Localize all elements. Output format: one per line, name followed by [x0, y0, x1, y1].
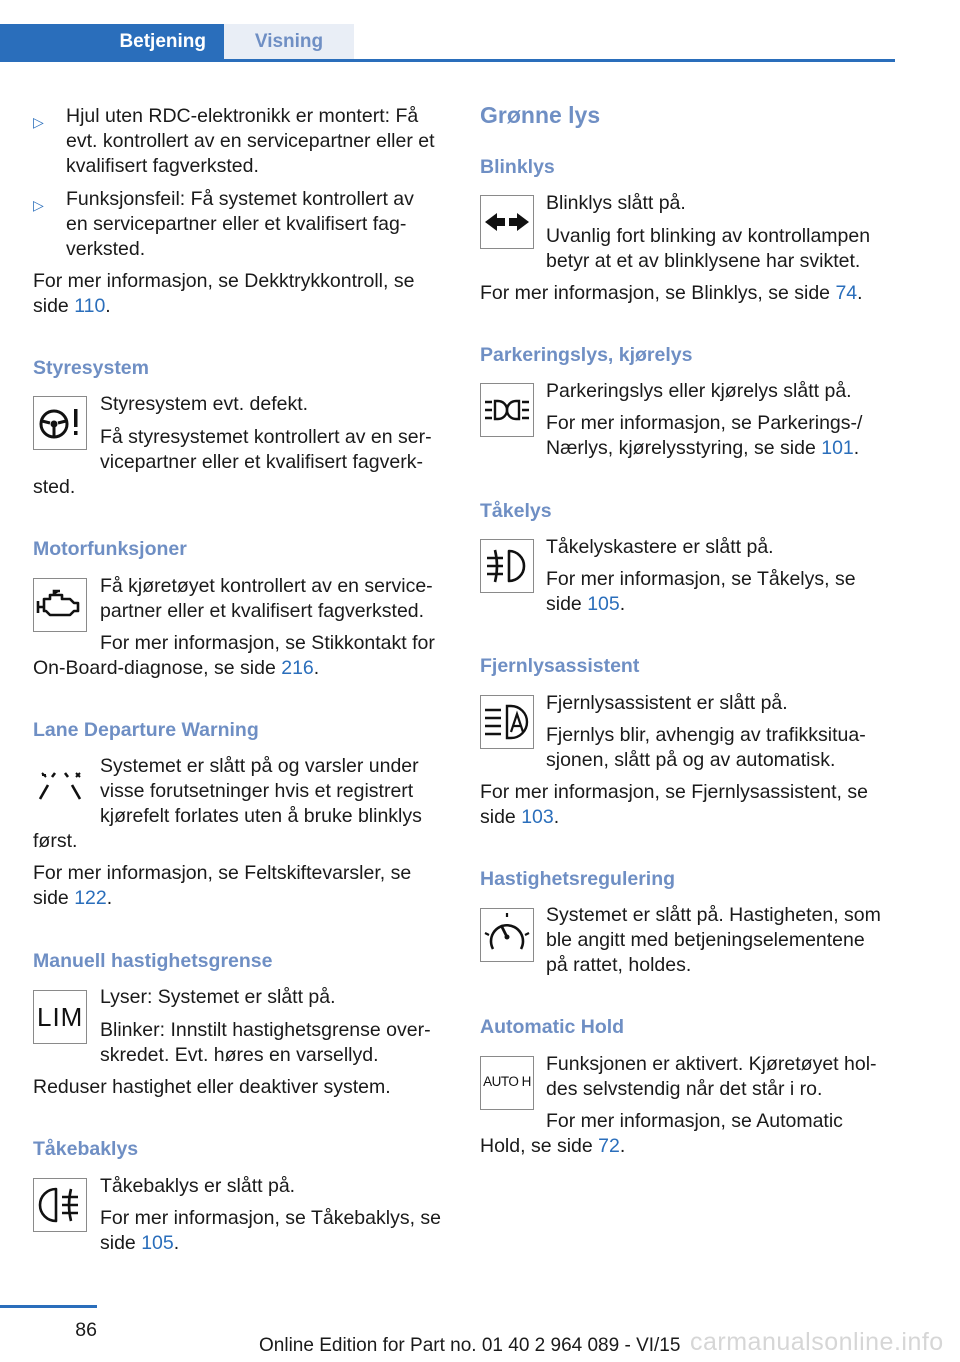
bullet-icon: ▷ — [33, 114, 44, 130]
body-text: For mer informasjon, se Automatic — [546, 1110, 843, 1132]
body-text: For mer informasjon, se Stikkontakt for — [100, 632, 435, 654]
steering-warning-icon — [33, 396, 87, 450]
body-text: sted. — [33, 476, 76, 498]
page-link[interactable]: 110 — [74, 295, 106, 317]
body-text: Fjernlysassistent er slått på. — [546, 692, 788, 714]
body-text: Uvanlig fort blinking av kontrollampen — [546, 225, 871, 247]
bullet-text: kvalifisert fagverksted. — [66, 155, 259, 177]
bullet-text: Hjul uten RDC-elektronikk er montert: Få — [66, 105, 419, 127]
body-text: Styresystem evt. defekt. — [100, 393, 309, 415]
bullet-text: verksted. — [66, 238, 146, 260]
section-title: Manuell hastighetsgrense — [33, 950, 273, 972]
bullet-text: evt. kontrollert av en servicepartner eller et — [66, 130, 435, 152]
footer-rule — [0, 1305, 97, 1308]
header-tabs — [0, 0, 960, 62]
body-text: Systemet er slått på og varsler under — [100, 755, 419, 777]
body-text: Blinker: Innstilt hastighetsgrense over‐ — [100, 1019, 431, 1041]
section-heading: Grønne lys — [480, 102, 601, 128]
page-link[interactable]: 105 — [587, 593, 620, 615]
body-text: Få styresystemet kontrollert av en ser‐ — [100, 426, 432, 448]
body-text: ble angitt med betjeningselementene — [546, 929, 865, 951]
body-text: side 122. — [33, 887, 113, 909]
bullet-text: en servicepartner eller et kvalifisert fag‐ — [66, 213, 407, 235]
high-beam-assist-icon — [480, 695, 534, 749]
body-text: Hold, se side 72. — [480, 1135, 626, 1157]
page-link[interactable]: 216 — [281, 657, 314, 679]
body-text: Fjernlys blir, avhengig av trafikksitua‐ — [546, 724, 866, 746]
body-text: For mer informasjon, se Dekktrykkontroll, se — [33, 270, 415, 292]
page-number: 86 — [75, 1319, 97, 1341]
body-text: side 110. — [33, 295, 111, 317]
section-title: Tåkelys — [480, 500, 552, 522]
body-text: For mer informasjon, se Tåkelys, se — [546, 568, 856, 590]
auto-hold-icon — [480, 1056, 534, 1110]
body-text: For mer informasjon, se Parkerings-/ — [546, 412, 863, 434]
turn-signal-icon — [480, 195, 534, 249]
edition-text: Online Edition for Part no. 01 40 2 964 089 - VI/15 — [259, 1335, 681, 1356]
header-rule — [0, 59, 895, 62]
page-link[interactable]: 101 — [821, 437, 854, 459]
body-text: For mer informasjon, se Blinklys, se side 74. — [480, 282, 863, 304]
page-link[interactable]: 72 — [598, 1135, 620, 1157]
body-text: Tåkebaklys er slått på. — [100, 1175, 296, 1197]
auto-hold-icon-text: AUTO H — [483, 1074, 531, 1089]
page-link[interactable]: 103 — [521, 806, 554, 828]
watermark: carmanualsonline.info — [690, 1328, 944, 1356]
lim-icon — [33, 990, 87, 1044]
front-fog-light-icon — [480, 539, 534, 593]
engine-icon — [33, 578, 87, 632]
body-text: For mer informasjon, se Feltskiftevarsler, se — [33, 862, 412, 884]
body-text: Reduser hastighet eller deaktiver system. — [33, 1076, 391, 1098]
body-text: Lyser: Systemet er slått på. — [100, 986, 336, 1008]
section-title: Fjernlysassistent — [480, 655, 640, 677]
body-text: For mer informasjon, se Tåkebaklys, se — [100, 1207, 442, 1229]
page-link[interactable]: 74 — [835, 282, 858, 304]
parking-light-icon — [480, 383, 534, 437]
section-title: Hastighetsregulering — [480, 868, 676, 890]
body-text: side 105. — [546, 593, 626, 615]
body-text: On-Board-diagnose, se side 216. — [33, 657, 320, 679]
body-text: Parkeringslys eller kjørelys slått på. — [546, 380, 852, 402]
body-text: sjonen, slått på og av automatisk. — [546, 749, 836, 771]
bullet-text: Funksjonsfeil: Få systemet kontrollert av — [66, 188, 414, 210]
body-text: Få kjøretøyet kontrollert av en service‐ — [100, 575, 433, 597]
tab-betjening[interactable]: Betjening — [0, 24, 224, 60]
body-text: Nærlys, kjørelysstyring, se side 101. — [546, 437, 860, 459]
cruise-control-icon — [480, 908, 534, 962]
lane-departure-icon — [33, 758, 87, 812]
body-text: side 105. — [100, 1232, 180, 1254]
section-title: Blinklys — [480, 156, 555, 178]
body-text: Tåkelyskastere er slått på. — [546, 536, 774, 558]
body-text: For mer informasjon, se Fjernlysassistent, se — [480, 781, 868, 803]
body-text: vicepartner eller et kvalifisert fagverk‐ — [100, 451, 423, 473]
section-title: Lane Departure Warning — [33, 719, 259, 741]
body-text: Blinklys slått på. — [546, 192, 686, 214]
body-text: først. — [33, 830, 78, 852]
body-text: visse forutsetninger hvis et registrert — [100, 780, 414, 802]
section-title: Parkeringslys, kjørelys — [480, 344, 693, 366]
body-text: kjørefelt forlates uten å bruke blinklys — [100, 805, 422, 827]
bullet-icon: ▷ — [33, 197, 44, 213]
body-text: side 103. — [480, 806, 560, 828]
section-title: Motorfunksjoner — [33, 538, 187, 560]
page-link[interactable]: 105 — [141, 1232, 174, 1254]
body-text: skredet. Evt. høres en varsellyd. — [100, 1044, 379, 1066]
body-text: partner eller et kvalifisert fagverksted. — [100, 600, 425, 622]
body-text: Funksjonen er aktivert. Kjøretøyet hol‐ — [546, 1053, 877, 1075]
section-title: Styresystem — [33, 357, 149, 379]
section-title: Automatic Hold — [480, 1016, 625, 1038]
tab-visning[interactable]: Visning — [224, 24, 354, 60]
page-link[interactable]: 122 — [74, 887, 107, 909]
rear-fog-light-icon — [33, 1178, 87, 1232]
body-text: des selvstendig når det står i ro. — [546, 1078, 823, 1100]
body-text: betyr at et av blinklysene har sviktet. — [546, 250, 861, 272]
section-title: Tåkebaklys — [33, 1138, 139, 1160]
lim-icon-text: LIM — [37, 1002, 84, 1032]
body-text: på rattet, holdes. — [546, 954, 692, 976]
body-text: Systemet er slått på. Hastigheten, som — [546, 904, 881, 926]
